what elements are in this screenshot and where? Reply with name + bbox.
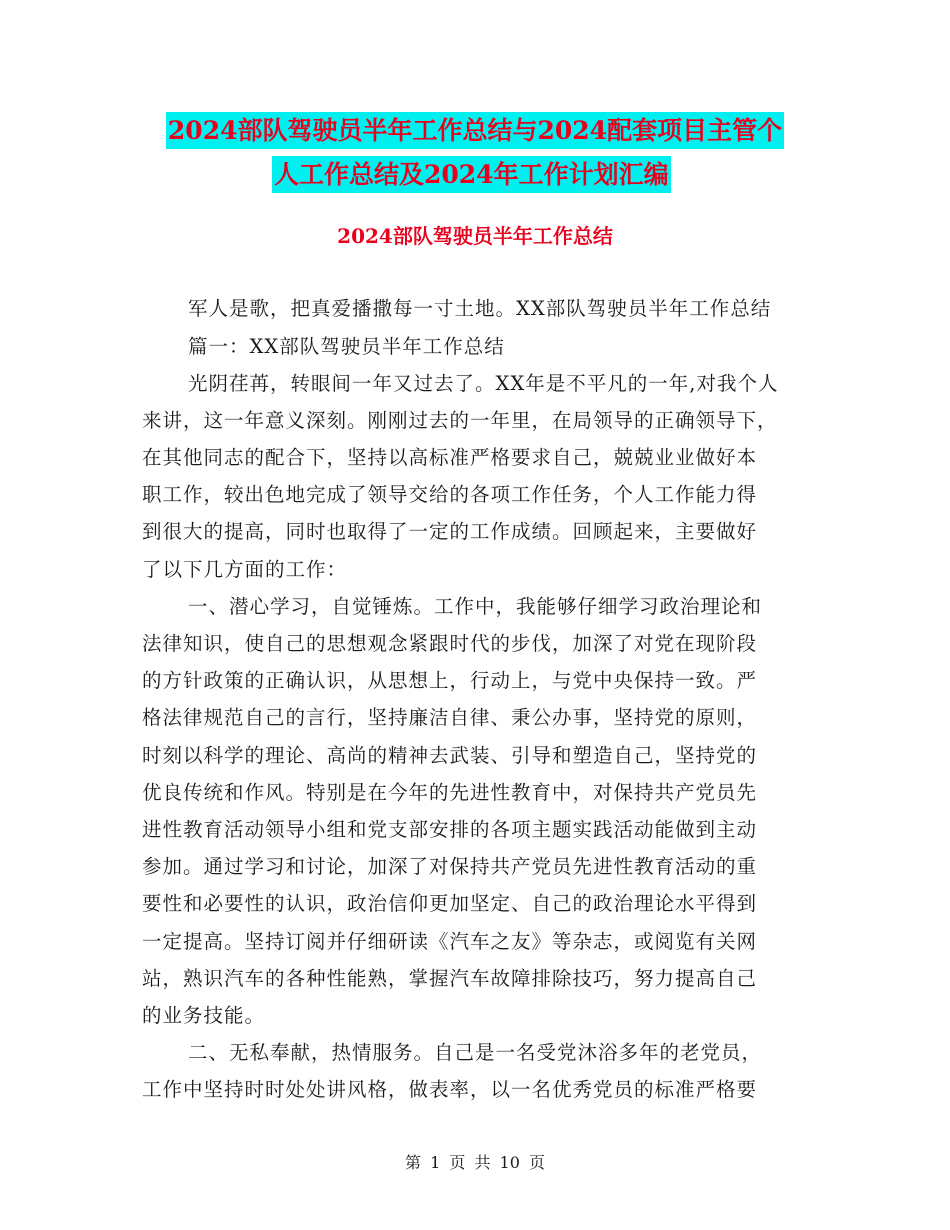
body-line: 工作中坚持时时处处讲风格，做表率，以一名优秀党员的标准严格要: [142, 1078, 758, 1101]
body-line: 篇一：XX部队驾驶员半年工作总结: [188, 335, 505, 358]
body-line: 的业务技能。: [142, 1004, 266, 1027]
body-line: 光阴荏苒，转眼间一年又过去了。XX年是不平凡的一年,对我个人: [188, 372, 779, 395]
document-title-line-2: [272, 148, 671, 202]
body-line: 职工作，较出色地完成了领导交给的各项工作任务，个人工作能力得: [142, 483, 758, 506]
body-line: 一定提高。坚持订阅并仔细研读《汽车之友》等杂志，或阅览有关网: [142, 930, 758, 953]
body-line: 了以下几方面的工作：: [142, 558, 348, 581]
body-line: 优良传统和作风。特别是在今年的先进性教育中，对保持共产党员先: [142, 781, 758, 804]
body-line: 格法律规范自己的言行，坚持廉洁自律、秉公办事，坚持党的原则，: [142, 706, 758, 729]
document-title-text-2: 人工作总结及2024年工作计划汇编: [272, 156, 671, 193]
page-footer: 第 1 页 共 10 页: [405, 1153, 545, 1172]
body-line: 参加。通过学习和讨论，加深了对保持共产党员先进性教育活动的重: [142, 855, 758, 878]
body-line: 二、无私奉献，热情服务。自己是一名受党沐浴多年的老党员，: [188, 1041, 763, 1064]
body-line: 进性教育活动领导小组和党支部安排的各项主题实践活动能做到主动: [142, 818, 758, 841]
body-line: 站，熟识汽车的各种性能熟，掌握汽车故障排除技巧，努力提高自己: [142, 967, 758, 990]
section-title: 2024部队驾驶员半年工作总结: [337, 224, 613, 248]
body-line: 来讲，这一年意义深刻。刚刚过去的一年里，在局领导的正确领导下，: [142, 409, 778, 432]
body-line: 在其他同志的配合下，坚持以高标准严格要求自己，兢兢业业做好本: [142, 446, 758, 469]
body-line: 军人是歌，把真爱播撒每一寸土地。XX部队驾驶员半年工作总结: [188, 297, 772, 320]
body-line: 法律知识，使自己的思想观念紧跟时代的步伐，加深了对党在现阶段: [142, 632, 758, 655]
body-line: 要性和必要性的认识，政治信仰更加坚定、自己的政治理论水平得到: [142, 892, 758, 915]
body-line: 到很大的提高，同时也取得了一定的工作成绩。回顾起来，主要做好: [142, 520, 758, 543]
body-line: 的方针政策的正确认识，从思想上，行动上，与党中央保持一致。严: [142, 669, 758, 692]
document-title-text-1: 2024部队驾驶员半年工作总结与2024配套项目主管个: [166, 112, 784, 149]
body-line: 一、潜心学习，自觉锤炼。工作中，我能够仔细学习政治理论和: [188, 595, 763, 618]
body-line: 时刻以科学的理论、高尚的精神去武装、引导和塑造自己，坚持党的: [142, 744, 758, 767]
